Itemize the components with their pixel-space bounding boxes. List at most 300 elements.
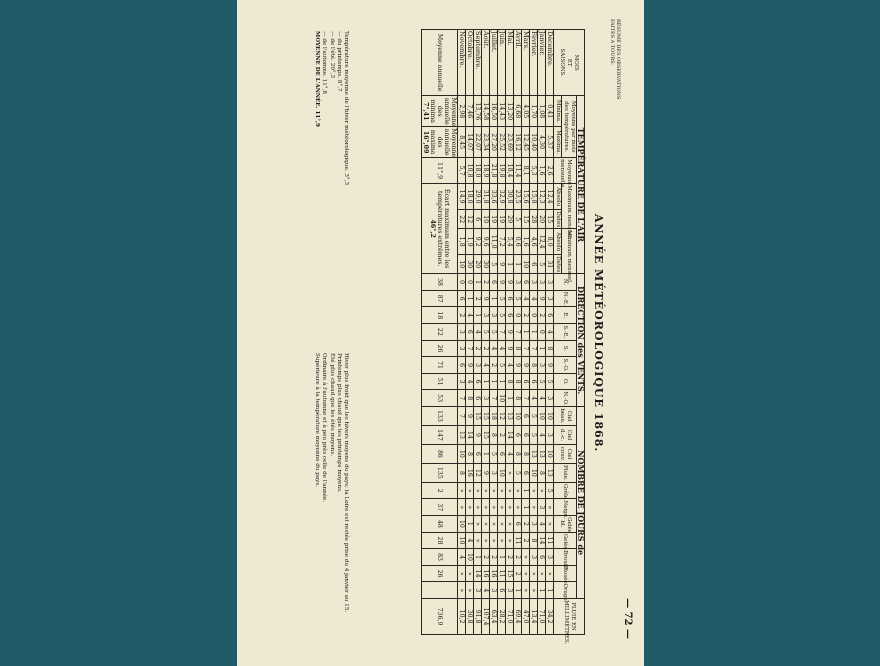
table-cell: 3 (529, 516, 537, 533)
table-cell: 71,0 (505, 599, 513, 635)
table-cell: » (465, 565, 473, 582)
table-cell: 0 (537, 324, 545, 341)
table-cell: 23,34 (481, 127, 489, 158)
table-cell: 8 (529, 357, 537, 374)
table-cell: 8 (513, 390, 521, 407)
table-cell: 1 (521, 324, 529, 341)
table-cell: 11,4 (513, 158, 521, 184)
table-cell: 23,69 (505, 127, 513, 158)
table-cell: 4 (497, 340, 505, 357)
header-wind-no: N.-O. (553, 390, 576, 407)
header-moyenne-mois: Moyenne par mois des températures. (561, 96, 576, 158)
table-cell: » (457, 499, 465, 516)
table-cell: 9 (513, 357, 521, 374)
header-nombre: NOMBRE DE JOURS de (576, 407, 584, 599)
month-name: Août. (481, 30, 489, 96)
annual-wind-so: 71 (421, 357, 457, 374)
table-cell: 8 (513, 444, 521, 463)
table-cell: 25,52 (497, 127, 505, 158)
table-cell: 7,2 (497, 229, 505, 255)
table-cell: 5,7 (457, 158, 465, 184)
table-cell: 2 (521, 307, 529, 324)
table-cell: 9 (505, 324, 513, 341)
table-cell: » (481, 516, 489, 533)
table-cell: 34,2 (545, 599, 553, 635)
table-cell: » (457, 482, 465, 499)
table-cell: 30 (481, 255, 489, 274)
header-maximum-mensuel: Maximum mensuel. (561, 184, 576, 229)
table-cell: » (489, 516, 497, 533)
header-minima: Minima. (553, 96, 561, 127)
table-cell: 5 (481, 324, 489, 341)
header-wind-e: E. (553, 307, 576, 324)
table-cell: 5 (489, 324, 497, 341)
table-cell: 2 (489, 549, 497, 566)
table-cell: 15 (505, 565, 513, 582)
table-cell: 1,9 (465, 229, 473, 255)
table-cell: 6 (513, 425, 521, 444)
table-cell: 63,4 (489, 599, 497, 635)
table-cell: » (529, 499, 537, 516)
table-cell: » (545, 499, 553, 516)
table-cell: 1 (505, 390, 513, 407)
table-cell: 4 (481, 582, 489, 599)
table-cell: 11 (545, 532, 553, 549)
footnote-line: Température moyenne de l'hiver météorologique. 3°,3 (342, 31, 349, 186)
table-cell: 10 (529, 463, 537, 482)
table-cell: » (465, 482, 473, 499)
footnote-line: — de l'été. 20°,3 (328, 31, 335, 79)
table-cell: » (537, 565, 545, 582)
table-cell: 5,3 (529, 158, 537, 184)
table-cell: 18,9 (481, 158, 489, 184)
table-cell: 8 (505, 373, 513, 390)
table-cell: 10 (457, 516, 465, 533)
header-day-gelee-bl: Gelée bl. (553, 516, 576, 533)
table-cell: 13,20 (505, 96, 513, 127)
table-cell: 6 (521, 463, 529, 482)
header-day-gelee: Gelée. (553, 532, 576, 549)
table-cell: 9 (505, 274, 513, 291)
table-cell: 2 (481, 340, 489, 357)
table-cell: 10 (457, 255, 465, 274)
table-cell: 4 (505, 444, 513, 463)
annual-max-cell: Moyenne annuelle des maxima 16°,09 (421, 128, 457, 158)
table-cell: 2 (481, 274, 489, 291)
table-cell: 5 (545, 482, 553, 499)
table-cell: 0,41 (545, 96, 553, 127)
table-cell: 6 (545, 307, 553, 324)
page-title: ANNÉE MÉTÉOROLOGIQUE 1868. (591, 213, 605, 453)
table-cell: 7 (465, 340, 473, 357)
table-cell: 33,6 (489, 184, 497, 210)
table-cell: 4 (457, 549, 465, 566)
table-row (529, 30, 537, 635)
table-cell: » (505, 463, 513, 482)
table-cell: 1 (545, 582, 553, 599)
table-cell: 9 (545, 357, 553, 374)
table-cell: » (505, 516, 513, 533)
table-body (457, 30, 553, 635)
table-cell: 8 (457, 463, 465, 482)
table-cell: 6 (521, 373, 529, 390)
table-cell: 4 (473, 324, 481, 341)
table-cell: 13 (505, 407, 513, 426)
table-cell: 4 (521, 290, 529, 307)
table-cell: 3 (529, 274, 537, 291)
table-cell: 6 (529, 373, 537, 390)
table-cell: 4 (529, 390, 537, 407)
header-day-rosee: Rosée. (553, 565, 576, 582)
table-cell: » (521, 582, 529, 599)
header-wind-ne: N.-E. (553, 290, 576, 307)
annual-wind-ne: 87 (421, 290, 457, 307)
table-cell: 8 (465, 444, 473, 463)
table-cell: 7 (521, 340, 529, 357)
table-cell: 29 (505, 210, 513, 229)
header-temperature: TEMPÉRATURE DE L'AIR (576, 96, 584, 274)
table-cell: 14 (537, 532, 545, 549)
table-cell: 11,0 (489, 229, 497, 255)
table-row (513, 30, 521, 635)
footnote-remark: Ordinaire à l'automne et à peu près celle de l'année. (320, 353, 327, 503)
table-cell: 5 (513, 290, 521, 307)
table-cell: 6,68 (513, 96, 521, 127)
annual-day-7: 28 (421, 532, 457, 549)
annual-min-cell: Moyenne annuelle des minima 7°,41 (421, 97, 457, 127)
annual-day-6: 48 (421, 516, 457, 533)
table-cell: 6 (505, 290, 513, 307)
table-cell: » (473, 482, 481, 499)
table-cell: 8,0 (545, 229, 553, 255)
table-cell: 9 (473, 425, 481, 444)
table-cell: 6 (465, 324, 473, 341)
table-cell: 0 (513, 307, 521, 324)
table-cell: 7,46 (465, 96, 473, 127)
table-cell: 12,3 (537, 184, 545, 210)
table-cell: » (489, 499, 497, 516)
table-cell: 18,0 (465, 184, 473, 210)
table-cell: 4 (545, 324, 553, 341)
header-pluie: PLUIE EN MILLIMÈTRES. (553, 599, 584, 635)
month-name: Janvier. (537, 30, 545, 96)
table-cell: 1 (473, 274, 481, 291)
annual-wind-e: 18 (421, 307, 457, 324)
month-name: Septembre. (473, 30, 481, 96)
table-cell: 2 (497, 425, 505, 444)
table-cell: 5 (513, 463, 521, 482)
table-cell: 5 (489, 444, 497, 463)
page-number: — 72 — (621, 598, 633, 639)
table-row (457, 30, 465, 635)
table-cell: 14 (465, 425, 473, 444)
table-cell: 5 (537, 255, 545, 274)
table-cell: 5 (529, 407, 537, 426)
table-cell: 2 (537, 307, 545, 324)
table-cell: 16 (489, 565, 497, 582)
table-cell: 3 (473, 357, 481, 374)
table-cell: 8,45 (457, 127, 465, 158)
table-cell: 12 (473, 463, 481, 482)
table-cell: 8 (513, 340, 521, 357)
table-cell: 10 (513, 407, 521, 426)
table-cell: 14 (473, 565, 481, 582)
table-cell: 4,30 (537, 127, 545, 158)
table-cell: 13 (457, 425, 465, 444)
table-row (473, 30, 481, 635)
table-cell: » (537, 482, 545, 499)
table-cell: 4 (481, 357, 489, 374)
table-cell: 9 (505, 340, 513, 357)
header-direction: DIRECTION des VENTS. (576, 274, 584, 407)
table-cell: » (457, 565, 465, 582)
table-cell: 6 (473, 444, 481, 463)
table-cell: 3 (545, 274, 553, 291)
table-cell: 0 (457, 274, 465, 291)
table-cell: 15 (521, 210, 529, 229)
annual-day-5: 37 (421, 499, 457, 516)
table-cell: 5 (513, 210, 521, 229)
table-cell: 22 (457, 210, 465, 229)
month-name: Février. (529, 30, 537, 96)
table-cell: 7 (529, 340, 537, 357)
table-cell: » (481, 499, 489, 516)
table-cell: 1 (481, 373, 489, 390)
table-cell: 5 (497, 307, 505, 324)
table-cell: » (529, 565, 537, 582)
table-cell: 1 (465, 290, 473, 307)
footnote-remark: Hiver plus froid que les hivers moyens du pays; la Loire est restée prise du 4 janvier au 15. (342, 353, 349, 613)
table-cell: 14,58 (481, 96, 489, 127)
header-day-pluie: Pluie. (553, 463, 576, 482)
month-name: Avril. (513, 30, 521, 96)
header-wind-s: S. (553, 340, 576, 357)
table-cell: 1,6 (537, 158, 545, 184)
table-cell: 8 (465, 390, 473, 407)
table-cell: » (481, 482, 489, 499)
table-cell: 7 (489, 390, 497, 407)
annual-wind-s: 26 (421, 340, 457, 357)
table-cell: 20 (537, 210, 545, 229)
table-cell: 12,45 (521, 127, 529, 158)
table-cell: » (505, 499, 513, 516)
table-cell: 19,8 (497, 158, 505, 184)
table-cell: 9 (465, 407, 473, 426)
table-cell: 7 (521, 390, 529, 407)
table-cell: 2 (473, 340, 481, 357)
table-cell: 1 (481, 444, 489, 463)
month-name: Juillet. (489, 30, 497, 96)
table-cell: 69,4 (513, 599, 521, 635)
footnote-remark: Été plus chaud que les étés moyens. (328, 353, 335, 457)
table-cell: 15,6 (521, 184, 529, 210)
table-cell: 4 (465, 532, 473, 549)
table-cell: 3 (545, 549, 553, 566)
annual-day-3: 135 (421, 463, 457, 482)
table-cell: 3 (457, 324, 465, 341)
table-cell: 3 (529, 549, 537, 566)
table-cell: 4 (537, 516, 545, 533)
table-cell: » (465, 499, 473, 516)
table-cell: 10,40 (529, 127, 537, 158)
table-cell: 8 (513, 373, 521, 390)
table-cell: 14 (505, 425, 513, 444)
footnote-line: — du printemps. 8°,7 (335, 31, 342, 92)
side-note: RÉSUMÉ DES OBSERVATIONS FAITES A TOURS. (608, 19, 621, 100)
table-cell: 2,98 (457, 96, 465, 127)
table-cell: 16 (481, 565, 489, 582)
table-cell: 19 (497, 210, 505, 229)
table-cell: » (505, 482, 513, 499)
table-cell: 4,6 (529, 229, 537, 255)
table-cell: 16,50 (489, 96, 497, 127)
header-day-neige: Neige. (553, 499, 576, 516)
table-row (521, 30, 529, 635)
table-cell: 9 (465, 357, 473, 374)
table-cell: 30,8 (505, 184, 513, 210)
table-cell: 5 (489, 255, 497, 274)
table-cell: » (545, 516, 553, 533)
table-cell: 10 (537, 407, 545, 426)
table-cell: 27,20 (489, 127, 497, 158)
table-cell: 12 (497, 407, 505, 426)
table-cell: 7 (497, 324, 505, 341)
header-day-ciel-dc: Ciel d.-c. (553, 425, 576, 444)
header-wind-so: S.-O. (553, 357, 576, 374)
table-cell: 3 (545, 390, 553, 407)
table-cell: 22,07 (473, 127, 481, 158)
table-cell: 4 (505, 357, 513, 374)
table-cell: 6 (457, 357, 465, 374)
table-cell: 4 (465, 307, 473, 324)
table-cell: 3 (489, 582, 497, 599)
table-cell: 1 (513, 255, 521, 274)
table-cell: 2 (505, 549, 513, 566)
table-cell: 11 (513, 532, 521, 549)
table-cell: » (545, 565, 553, 582)
table-cell: 9 (521, 357, 529, 374)
table-cell: 12,4 (537, 229, 545, 255)
table-cell: » (473, 499, 481, 516)
table-cell: 6 (521, 425, 529, 444)
header-day-ciel-beau: Ciel beau. (553, 407, 576, 426)
table-cell: 10 (457, 532, 465, 549)
annual-wind-no: 53 (421, 390, 457, 407)
table-row (465, 30, 473, 635)
table-cell: 8 (537, 463, 545, 482)
table-cell: 10 (521, 255, 529, 274)
table-cell: 107,4 (481, 599, 489, 635)
footnote-remark: Printemps plus chaud que les printemps moyens. (335, 353, 342, 493)
table-cell: 1 (489, 290, 497, 307)
table-cell: 3 (545, 425, 553, 444)
table-row (497, 30, 505, 635)
table-cell: 10 (497, 463, 505, 482)
table-cell: 2 (521, 516, 529, 533)
scanned-page (237, 0, 644, 666)
table-cell: 7 (457, 390, 465, 407)
table-cell: 9 (497, 255, 505, 274)
table-cell: 1 (529, 324, 537, 341)
table-cell: 1,08 (537, 96, 545, 127)
table-cell: 1 (497, 549, 505, 566)
table-cell: 2 (489, 357, 497, 374)
table-cell: 6 (521, 407, 529, 426)
table-cell: 6 (473, 210, 481, 229)
table-cell: 3 (537, 274, 545, 291)
table-cell: 21,8 (489, 158, 497, 184)
footnote-temperatures (312, 31, 348, 331)
table-cell: 2,6 (545, 158, 553, 184)
table-cell: 4 (537, 425, 545, 444)
table-cell: 0 (529, 307, 537, 324)
table-cell: 6 (457, 290, 465, 307)
table-cell: » (521, 565, 529, 582)
annual-day-1: 147 (421, 425, 457, 444)
table-cell: 31 (545, 255, 553, 274)
table-cell: 31,8 (481, 184, 489, 210)
table-row (545, 30, 553, 635)
table-cell: 2 (513, 549, 521, 566)
table-cell: » (513, 482, 521, 499)
table-cell: » (473, 516, 481, 533)
header-mois: MOIS ET SAISONS. (553, 30, 584, 96)
table-cell: 3 (545, 290, 553, 307)
table-cell: 91,8 (473, 599, 481, 635)
table-row (481, 30, 489, 635)
table-cell: 13 (529, 444, 537, 463)
table-cell: 6 (537, 549, 545, 566)
annual-day-2: 86 (421, 444, 457, 463)
table-cell: 10 (545, 444, 553, 463)
annual-day-8: 83 (421, 549, 457, 566)
table-cell: » (505, 532, 513, 549)
header-day-brouill: Brouill. (553, 549, 576, 566)
table-cell: » (497, 516, 505, 533)
table-cell: 3 (537, 357, 545, 374)
header-minimum-mensuel: Minimum mensuel. (561, 229, 576, 274)
month-name: Novembre. (457, 30, 465, 96)
table-cell: 9,6 (481, 229, 489, 255)
table-cell: » (497, 499, 505, 516)
month-name: Mai. (505, 30, 513, 96)
table-cell: » (473, 532, 481, 549)
table-cell: 14,9 (457, 184, 465, 210)
table-cell: 1 (497, 373, 505, 390)
table-cell: 10 (545, 407, 553, 426)
table-cell: 2 (481, 549, 489, 566)
header-maxima: Maxima. (553, 127, 561, 158)
table-cell: 1,70 (529, 96, 537, 127)
table-cell: 4 (537, 390, 545, 407)
table-cell: 5,37 (545, 127, 553, 158)
annual-wind-se: 22 (421, 324, 457, 341)
table-cell: 3 (489, 307, 497, 324)
table-cell: 28,2 (497, 599, 505, 635)
table-cell: 15 (481, 407, 489, 426)
meteorological-table (421, 29, 586, 645)
table-cell: 15 (481, 425, 489, 444)
table-cell: 13,4 (529, 599, 537, 635)
annual-day-9: 26 (421, 565, 457, 582)
table-cell: 12 (465, 210, 473, 229)
table-cell: 10 (497, 390, 505, 407)
table-cell: 1 (537, 340, 545, 357)
header-max-dates: Dates. (554, 211, 561, 229)
table-cell: 3 (481, 307, 489, 324)
rotated-content (251, 19, 633, 645)
table-row (537, 30, 545, 635)
